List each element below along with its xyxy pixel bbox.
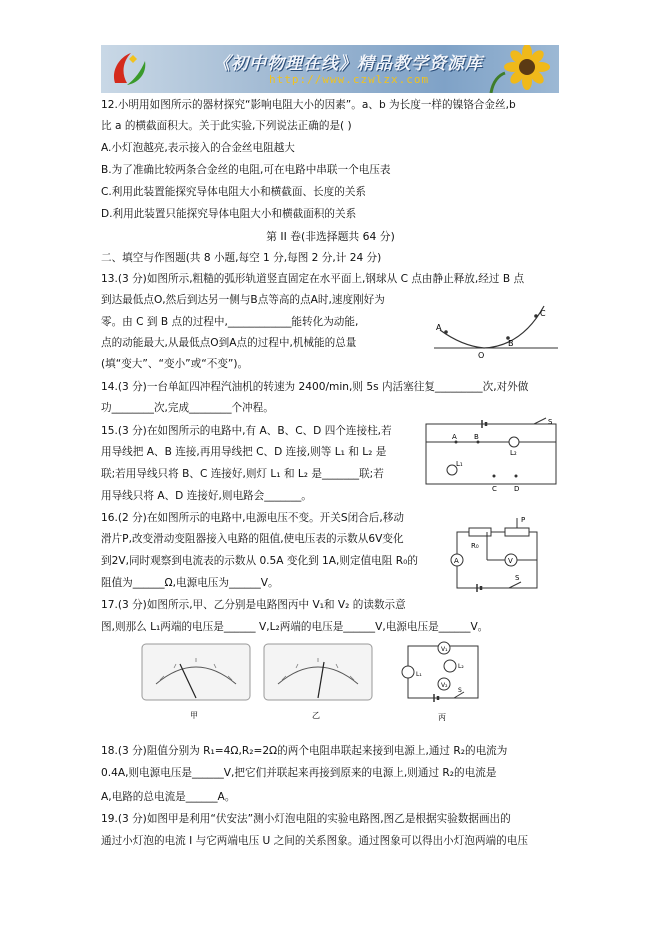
question-16-line-2: 滑片P,改变滑动变阻器接入电路的阻值,使电压表的示数从6V变化 xyxy=(101,533,404,545)
label-o: O xyxy=(478,351,485,360)
label-l1: L₁ xyxy=(456,460,463,468)
question-13-line-2: 到达最低点O,然后到达另一侧与B点等高的点A时,速度刚好为 xyxy=(101,294,385,306)
option-d: D.利用此装置只能探究导体电阻大小和横截面积的关系 xyxy=(101,208,357,220)
question-19-line-1: 19.(3 分)如图甲是利用“伏安法”测小灯泡电阻的实验电路图,图乙是根据实验数据画出的 xyxy=(101,813,511,825)
figure-15-circuit xyxy=(422,414,562,494)
point-c-marker xyxy=(534,314,538,318)
question-15-line-4: 用导线只将 A、D 连接好,则电路会_______。 xyxy=(101,490,312,502)
question-17-line-2: 图,则那么 L₁两端的电压是______ V,L₂两端的电压是______V,电源电压是______V。 xyxy=(101,621,489,633)
question-12-line-2: 比 a 的横截面积大。关于此实验,下列说法正确的是( ) xyxy=(101,120,352,132)
question-15-line-2: 用导线把 A、B 连接,再用导线把 C、D 连接,则等 L₁ 和 L₂ 是 xyxy=(101,446,387,458)
question-13-line-5: (填“变大”、“变小”或“不变”)。 xyxy=(101,358,249,370)
option-c: C.利用此装置能探究导体电阻大小和横截面、长度的关系 xyxy=(101,186,367,198)
logo-icon xyxy=(107,49,151,89)
point-a-marker xyxy=(444,330,448,334)
figure-16-circuit xyxy=(447,512,547,598)
meter-yi xyxy=(262,642,374,722)
question-16-line-1: 16.(2 分)在如图所示的电路中,电源电压不变。开关S闭合后,移动 xyxy=(101,512,404,524)
caption-yi: 乙 xyxy=(312,711,320,720)
terminal-c: C xyxy=(492,485,497,493)
label-voltmeter: V xyxy=(508,557,513,565)
meter-jia xyxy=(140,642,252,722)
question-18-line-2: 0.4A,则电源电压是______V,把它们并联起来再接到原来的电源上,则通过 R₂的电流是 xyxy=(101,767,497,779)
question-19-line-2: 通过小灯泡的电流 I 与它两端电压 U 之间的关系图象。通过图象可以得出小灯泡两端的电压 xyxy=(101,835,528,847)
label-a: A xyxy=(436,323,442,332)
switch-icon xyxy=(534,418,546,424)
question-17-line-1: 17.(3 分)如图所示,甲、乙分别是电路图丙中 V₁和 V₂ 的读数示意 xyxy=(101,599,406,611)
question-15-line-1: 15.(3 分)在如图所示的电路中,有 A、B、C、D 四个连接柱,若 xyxy=(101,425,392,437)
lamp-l1-icon xyxy=(402,666,414,678)
question-14-line-2: 功________次,完成________个冲程。 xyxy=(101,402,274,414)
option-b: B.为了准确比较两条合金丝的电阻,可在电路中串联一个电压表 xyxy=(101,164,391,176)
label-v1: V₁ xyxy=(441,646,448,653)
section-header: 二、填空与作图题(共 8 小题,每空 1 分,每图 2 分,计 24 分) xyxy=(101,252,382,264)
banner-url[interactable]: http://www.czwlzx.com xyxy=(269,73,430,86)
figure-13-track xyxy=(432,300,560,362)
resistor-r0-icon xyxy=(469,528,491,536)
label-l2: L₂ xyxy=(510,449,517,457)
sunflower-icon xyxy=(479,45,559,93)
option-a: A.小灯泡越亮,表示接入的合金丝电阻越大 xyxy=(101,142,295,154)
label-b: B xyxy=(508,339,514,348)
label-switch: S xyxy=(515,574,520,582)
question-16-line-4: 阻值为______Ω,电源电压为______V。 xyxy=(101,577,279,589)
lamp-l2-icon xyxy=(444,660,456,672)
caption-bing: 丙 xyxy=(438,713,446,722)
switch-icon xyxy=(509,582,521,588)
question-12-line-1: 12.小明用如图所示的器材探究“影响电阻大小的因素”。a、b 为长度一样的镍铬合金丝,b xyxy=(101,99,516,111)
label-switch: S xyxy=(458,687,462,694)
caption-jia: 甲 xyxy=(190,711,198,720)
section-title: 第 II 卷(非选择题共 64 分) xyxy=(266,230,395,243)
label-s: S xyxy=(548,418,553,426)
banner-title: 《初中物理在线》精品教学资源库 xyxy=(213,54,483,74)
terminal-a: A xyxy=(452,433,457,441)
figure-17-circuit-bing xyxy=(394,636,494,728)
question-15-line-3: 联;若用导线只将 B、C 连接好,则灯 L₁ 和 L₂ 是_______联;若 xyxy=(101,468,384,480)
question-13-line-4: 点的动能最大,从最低点O到A点的过程中,机械能的总量 xyxy=(101,337,357,349)
label-r0: R₀ xyxy=(471,542,479,550)
header-banner xyxy=(101,45,559,93)
question-13-line-3: 零。由 C 到 B 点的过程中,____________能转化为动能, xyxy=(101,316,359,328)
question-18-line-1: 18.(3 分)阻值分别为 R₁=4Ω,R₂=2Ω的两个电阻串联起来接到电源上,通过 R₂的电流为 xyxy=(101,745,508,757)
question-16-line-3: 到2V,同时观察到电流表的示数从 0.5A 变化到 1A,则定值电阻 R₀的 xyxy=(101,555,418,567)
label-c: C xyxy=(540,309,546,318)
label-ammeter: A xyxy=(454,557,459,565)
rheostat-icon xyxy=(505,528,529,536)
question-13-line-1: 13.(3 分)如图所示,粗糙的弧形轨道竖直固定在水平面上,钢球从 C 点由静止释放,经过 B 点 xyxy=(101,273,525,285)
label-p: P xyxy=(521,516,526,524)
terminal-b: B xyxy=(474,433,479,441)
question-18-line-3: A,电路的总电流是______A。 xyxy=(101,791,236,803)
terminal-d: D xyxy=(514,485,520,493)
label-l1: L₁ xyxy=(416,671,422,678)
question-14-line-1: 14.(3 分)一台单缸四冲程汽油机的转速为 2400/min,则 5s 内活塞往复_________次,对外做 xyxy=(101,381,529,393)
lamp-l2-icon xyxy=(509,437,519,447)
label-l2: L₂ xyxy=(458,663,464,670)
label-v2: V₂ xyxy=(441,682,448,689)
